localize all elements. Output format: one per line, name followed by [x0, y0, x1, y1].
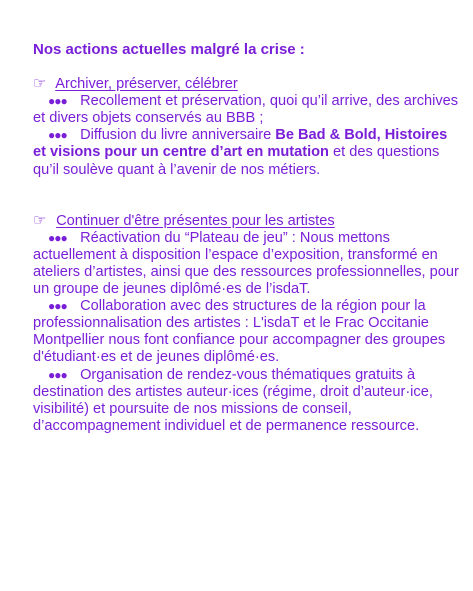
list-item — [33, 230, 463, 298]
item-text: Collaboration avec des structures de la région pour la professionnalisation des artistes : L'isdaT et le Frac Occitanie Montpellier nous font confiance pour accompagner des groupes d'étudiant·es et de jeunes diplômé·es. — [33, 298, 446, 366]
section-link-archiver[interactable]: Archiver, préserver, célébrer — [55, 76, 238, 93]
item-text: Organisation de rendez-vous thématiques gratuits à destination des artistes auteur·ices (régime, droit d’auteur·ice, visibilité) et poursuite de nos missions de conseil, d’accompagnement individuel et de permanence ressource. — [33, 366, 433, 434]
section-artistes — [33, 212, 463, 435]
pointing-hand-icon: ☞ — [33, 211, 47, 229]
triple-dot-icon: ●●● — [48, 94, 67, 109]
triple-dot-icon: ●●● — [48, 367, 67, 382]
book-title: Be Bad & Bold, Histoires et visions pour un centre d’art en mutation — [33, 127, 448, 161]
list-item — [33, 127, 463, 178]
triple-dot-icon: ●●● — [48, 299, 67, 314]
pointing-hand-icon: ☞ — [33, 75, 47, 93]
triple-dot-icon: ●●● — [48, 128, 67, 143]
section-archiver — [33, 75, 463, 179]
list-item — [33, 367, 463, 435]
section-heading — [33, 212, 463, 230]
list-item — [33, 93, 463, 127]
item-text-before: Diffusion du livre anniversaire — [80, 127, 276, 144]
list-item — [33, 298, 463, 366]
document-title: Nos actions actuelles malgré la crise : — [33, 41, 305, 58]
triple-dot-icon: ●●● — [48, 230, 67, 245]
section-link-artistes[interactable]: Continuer d'être présentes pour les artistes — [56, 212, 335, 229]
item-text: Réactivation du “Plateau de jeu” : Nous mettons actuellement à disposition l’espace d’exposition, transformé en ateliers d’artistes, ainsi que des ressources professionnelles, pour un groupe de jeunes diplômé·es de l’isdaT. — [33, 229, 459, 298]
section-heading — [33, 75, 463, 93]
item-text-after: et des questions qu’il soulève quant à l’avenir de nos métiers. — [33, 144, 440, 178]
item-text: Recollement et préservation, quoi qu’il arrive, des archives et divers objets conservés au BBB ; — [33, 93, 459, 127]
